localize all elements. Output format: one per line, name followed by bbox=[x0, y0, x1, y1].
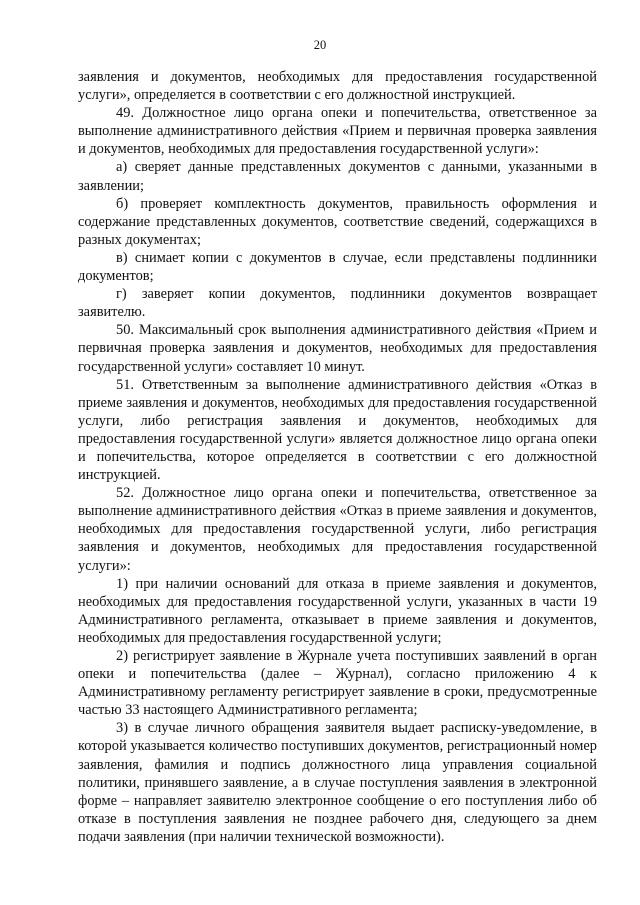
paragraph-49-v: в) снимает копии с документов в случае, если представлены подлинники документов; bbox=[78, 249, 597, 285]
paragraph-52-1: 1) при наличии оснований для отказа в приеме заявления и документов, необходимых для предоставления государственной услуги, указанных в части 19 Административного регламента, отказывает в приеме заявления и документов, необходимых для предоставления государственной услуги; bbox=[78, 575, 597, 646]
paragraph-52-2: 2) регистрирует заявление в Журнале учета поступивших заявлений в орган опеки и попечительства (далее – Журнал), согласно приложению 4 к Административному регламенту регистрирует заявление в сроки, предусмотренные частью 33 настоящего Административного регламента; bbox=[78, 648, 597, 719]
paragraph-49-a: а) сверяет данные представленных документов с данными, указанными в заявлении; bbox=[78, 159, 597, 194]
paragraph-49-g: г) заверяет копии документов, подлинники документов возвращает заявителю. bbox=[78, 286, 597, 321]
paragraph-51: 51. Ответственным за выполнение административного действия «Отказ в приеме заявления и документов, необходимых для предоставления государственной услуги, либо регистрация заявления и документов, необходимых для предоставления государственной услуги» является должностное лицо органа опеки и попечительства, которое определяется в соответствии с его должностной инструкцией. bbox=[78, 376, 597, 484]
document-body bbox=[78, 68, 597, 846]
paragraph-50: 50. Максимальный срок выполнения административного действия «Прием и первичная проверка заявления и документов, необходимых для предоставления государственной услуги» составляет 10 минут. bbox=[78, 322, 597, 375]
paragraph-49-b: б) проверяет комплектность документов, правильность оформления и содержание представленных документов, соответствие сведений, содержащихся в разных документах; bbox=[78, 195, 597, 248]
page-number: 20 bbox=[313, 38, 327, 52]
paragraph-52-3: 3) в случае личного обращения заявителя выдает расписку-уведомление, в которой указывается количество поступивших документов, регистрационный номер заявления, фамилия и подпись должностного лица управления социальной политики, принявшего заявление, а в случае поступления заявления в электронной форме – направляет заявителю электронное сообщение о его поступления либо об отказе в поступления заявления не позднее рабочего дня, следующего за днем подачи заявления (при наличии технической возможности). bbox=[78, 720, 597, 845]
paragraph-49: 49. Должностное лицо органа опеки и попечительства, ответственное за выполнение административного действия «Прием и первичная проверка заявления и документов, необходимых для предоставления государственной услуги»: bbox=[78, 105, 597, 158]
paragraph-52: 52. Должностное лицо органа опеки и попечительства, ответственное за выполнение административного действия «Отказ в приеме заявления и документов, необходимых для предоставления государственной услуги, либо регистрация заявления и документов, необходимых для предоставления государственной услуги»: bbox=[78, 485, 597, 574]
paragraph-continuation: заявления и документов, необходимых для предоставления государственной услуги», определяется в соответствии с его должностной инструкцией. bbox=[78, 69, 597, 104]
